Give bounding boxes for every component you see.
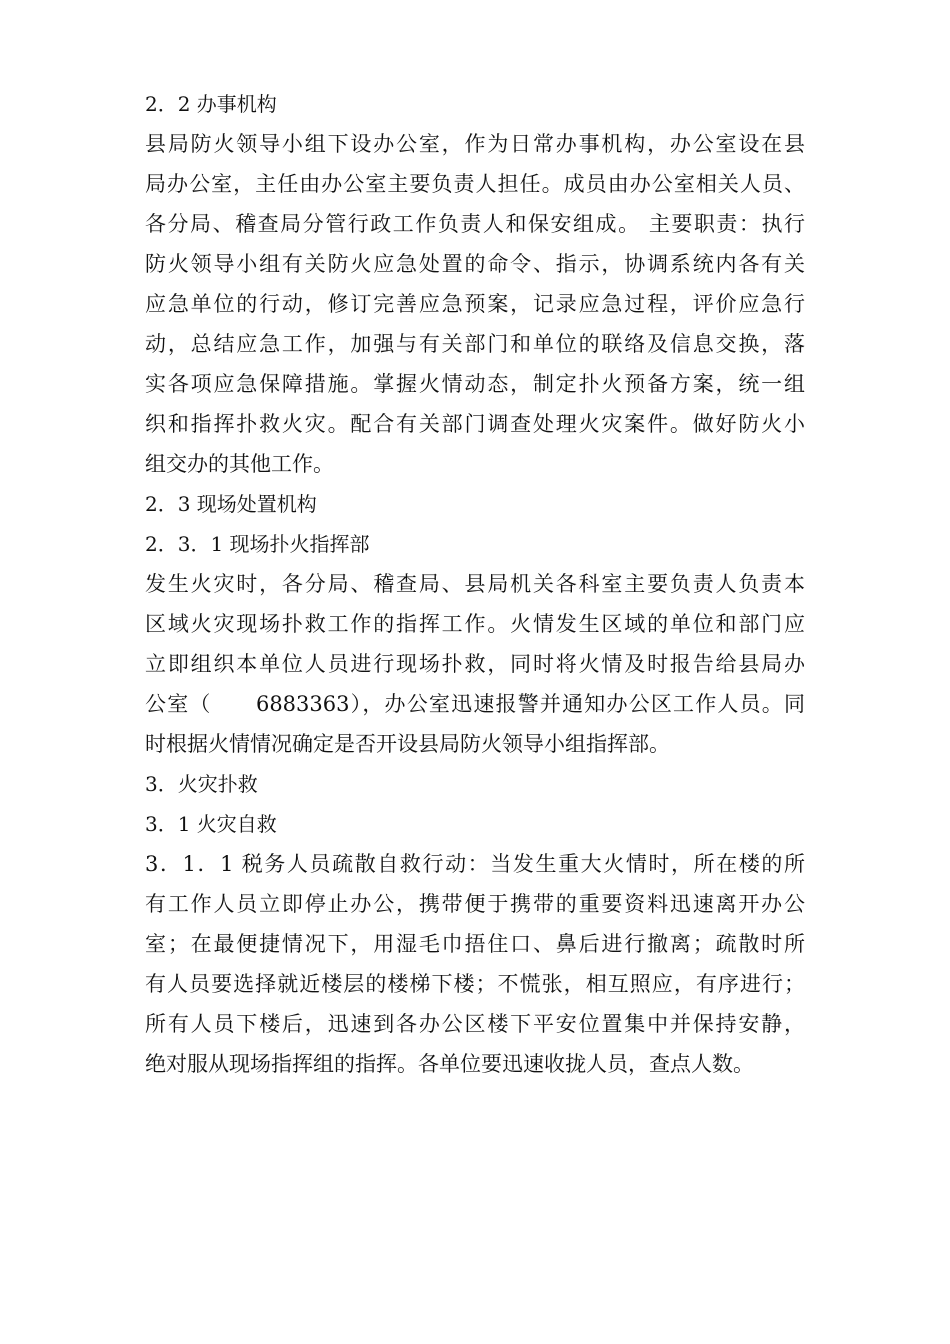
paragraph-line: 绝对服从现场指挥组的指挥。各单位要迅速收拢人员，查点人数。	[145, 1052, 754, 1076]
paragraph-line: 各分局、稽查局分管行政工作负责人和保安组成。 主要职责：执行	[145, 212, 805, 236]
paragraph-line: 有工作人员立即停止办公，携带便于携带的重要资料迅速离开办公	[145, 892, 805, 916]
document-page	[145, 84, 805, 1084]
paragraph-line: 时根据火情情况确定是否开设县局防火领导小组指挥部。	[145, 732, 670, 756]
paragraph-line: 公室（ 6883363），办公室迅速报警并通知办公区工作人员。同	[145, 692, 805, 716]
heading-2-2: 2．2 办事机构	[145, 92, 277, 116]
paragraph-line: 实各项应急保障措施。掌握火情动态，制定扑火预备方案，统一组	[145, 372, 805, 396]
heading-2-3-1: 2．3．1 现场扑火指挥部	[145, 532, 370, 556]
heading-2-3: 2．3 现场处置机构	[145, 492, 317, 516]
paragraph-line: 所有人员下楼后，迅速到各办公区楼下平安位置集中并保持安静，	[145, 1012, 805, 1036]
paragraph-line: 局办公室，主任由办公室主要负责人担任。成员由办公室相关人员、	[145, 172, 805, 196]
paragraph-line: 室；在最便捷情况下，用湿毛巾捂住口、鼻后进行撤离；疏散时所	[145, 932, 805, 956]
paragraph-line: 立即组织本单位人员进行现场扑救，同时将火情及时报告给县局办	[145, 652, 805, 676]
paragraph-line: 防火领导小组有关防火应急处置的命令、指示，协调系统内各有关	[145, 252, 805, 276]
paragraph-line: 有人员要选择就近楼层的楼梯下楼；不慌张，相互照应，有序进行；	[145, 972, 805, 996]
heading-3-1: 3．1 火灾自救	[145, 812, 277, 836]
heading-3: 3．火灾扑救	[145, 772, 258, 796]
paragraph-line: 应急单位的行动，修订完善应急预案，记录应急过程，评价应急行	[145, 292, 805, 316]
paragraph-line: 县局防火领导小组下设办公室，作为日常办事机构，办公室设在县	[145, 132, 805, 156]
paragraph-line: 3．1．1 税务人员疏散自救行动：当发生重大火情时，所在楼的所	[145, 852, 805, 876]
paragraph-line: 组交办的其他工作。	[145, 452, 334, 476]
paragraph-line: 区域火灾现场扑救工作的指挥工作。火情发生区域的单位和部门应	[145, 612, 805, 636]
paragraph-line: 发生火灾时，各分局、稽查局、县局机关各科室主要负责人负责本	[145, 572, 805, 596]
paragraph-line: 动，总结应急工作，加强与有关部门和单位的联络及信息交换，落	[145, 332, 805, 356]
paragraph-line: 织和指挥扑救火灾。配合有关部门调查处理火灾案件。做好防火小	[145, 412, 805, 436]
